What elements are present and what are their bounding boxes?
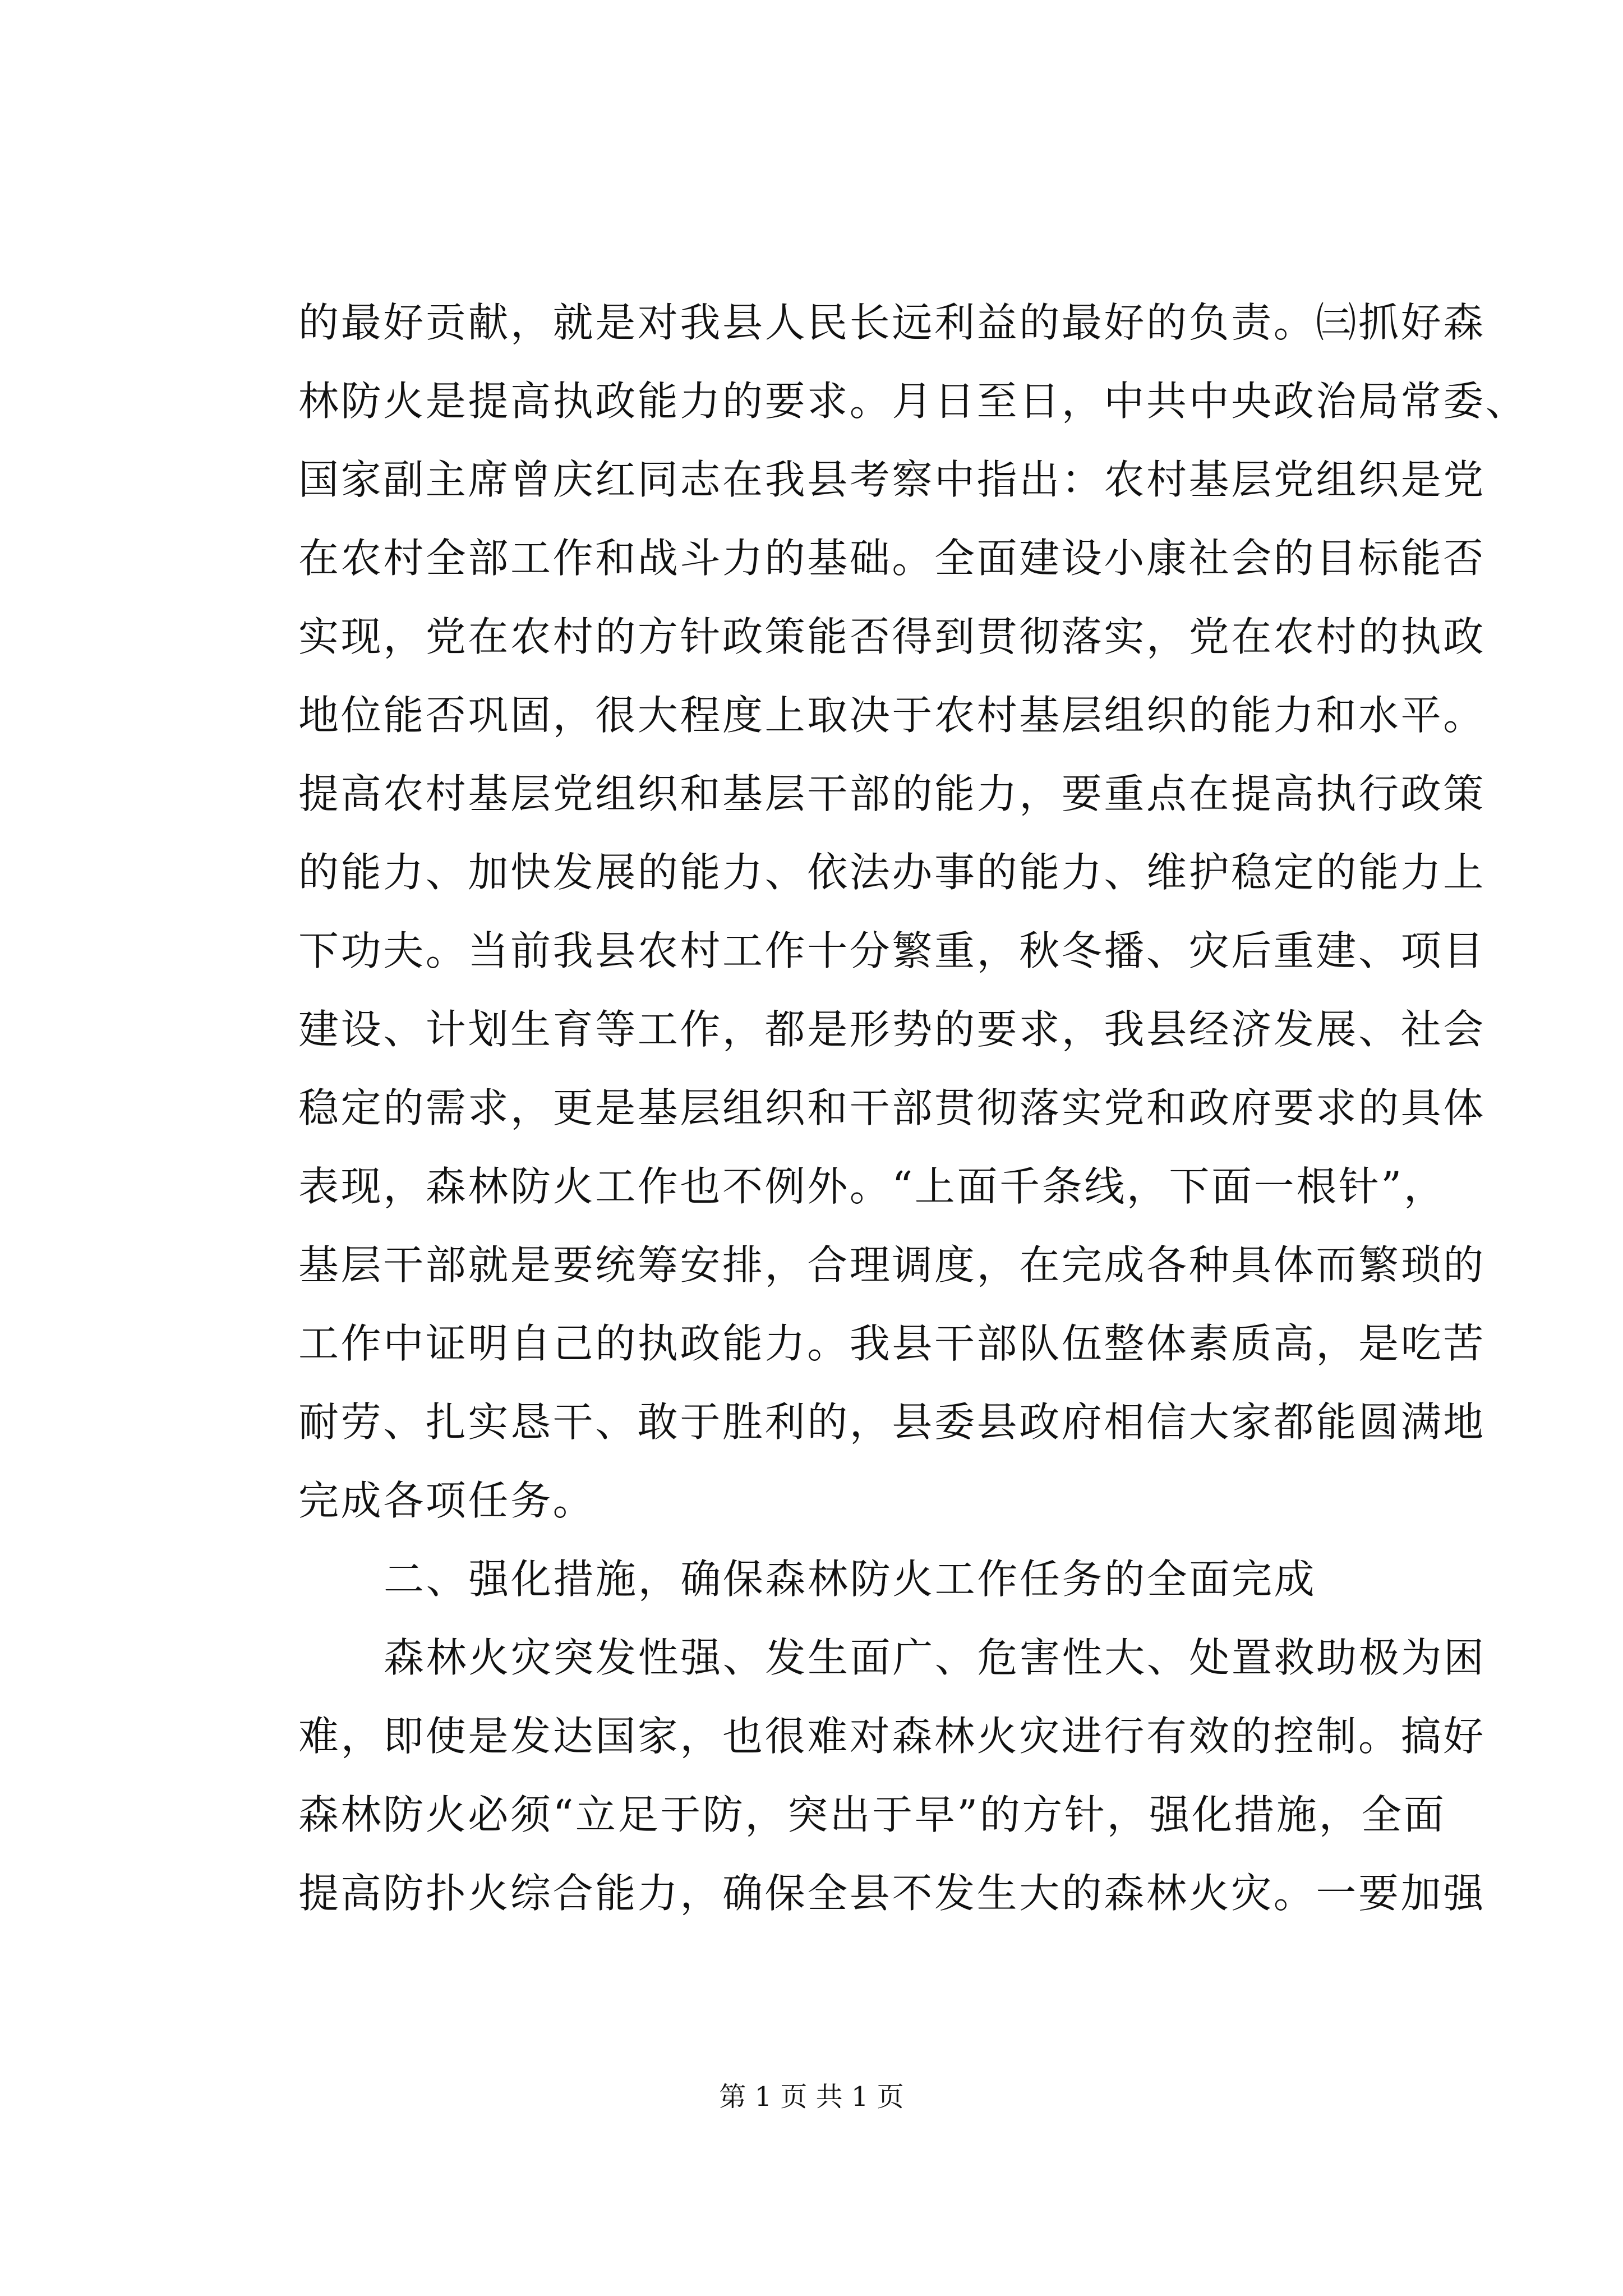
body-line: 基层干部就是要统筹安排，合理调度，在完成各种具体而繁琐的 — [298, 1241, 1486, 1289]
body-line: 地位能否巩固，很大程度上取决于农村基层组织的能力和水平。 — [298, 692, 1486, 739]
body-line: 的最好贡献，就是对我县人民长远利益的最好的负责。㈢抓好森 — [298, 299, 1486, 346]
body-line: 森林防火必须“立足于防，突出于早”的方针，强化措施，全面 — [298, 1791, 1446, 1838]
body-line: 林防火是提高执政能力的要求。月日至日，中共中央政治局常委、 — [298, 378, 1528, 425]
body-line: 下功夫。当前我县农村工作十分繁重，秋冬播、灾后重建、项目 — [298, 927, 1486, 974]
body-line: 稳定的需求，更是基层组织和干部贯彻落实党和政府要求的具体 — [298, 1084, 1486, 1131]
body-line: 难，即使是发达国家，也很难对森林火灾进行有效的控制。搞好 — [298, 1713, 1486, 1760]
body-line: 工作中证明自己的执政能力。我县干部队伍整体素质高，是吃苦 — [298, 1320, 1486, 1367]
page-footer: 第 1 页 共 1 页 — [719, 2081, 904, 2113]
body-line: 森林火灾突发性强、发生面广、危害性大、处置救助极为困 — [384, 1634, 1486, 1681]
body-line: 建设、计划生育等工作，都是形势的要求，我县经济发展、社会 — [298, 1006, 1486, 1053]
body-line: 在农村全部工作和战斗力的基础。全面建设小康社会的目标能否 — [298, 535, 1486, 582]
body-line: 提高防扑火综合能力，确保全县不发生大的森林火灾。一要加强 — [298, 1870, 1486, 1917]
body-line: 国家副主席曾庆红同志在我县考察中指出：农村基层党组织是党 — [298, 456, 1486, 503]
body-line: 耐劳、扎实恳干、敢于胜利的，县委县政府相信大家都能圆满地 — [298, 1398, 1486, 1446]
body-line: 表现，森林防火工作也不例外。“上面千条线，下面一根针”， — [298, 1163, 1446, 1210]
body-line: 的能力、加快发展的能力、依法办事的能力、维护稳定的能力上 — [298, 849, 1486, 896]
body-line: 提高农村基层党组织和基层干部的能力，要重点在提高执行政策 — [298, 770, 1486, 817]
body-line: 实现，党在农村的方针政策能否得到贯彻落实，党在农村的执政 — [298, 613, 1486, 660]
section-heading: 二、强化措施，确保森林防火工作任务的全面完成 — [384, 1556, 1317, 1603]
body-line: 完成各项任务。 — [298, 1477, 596, 1524]
